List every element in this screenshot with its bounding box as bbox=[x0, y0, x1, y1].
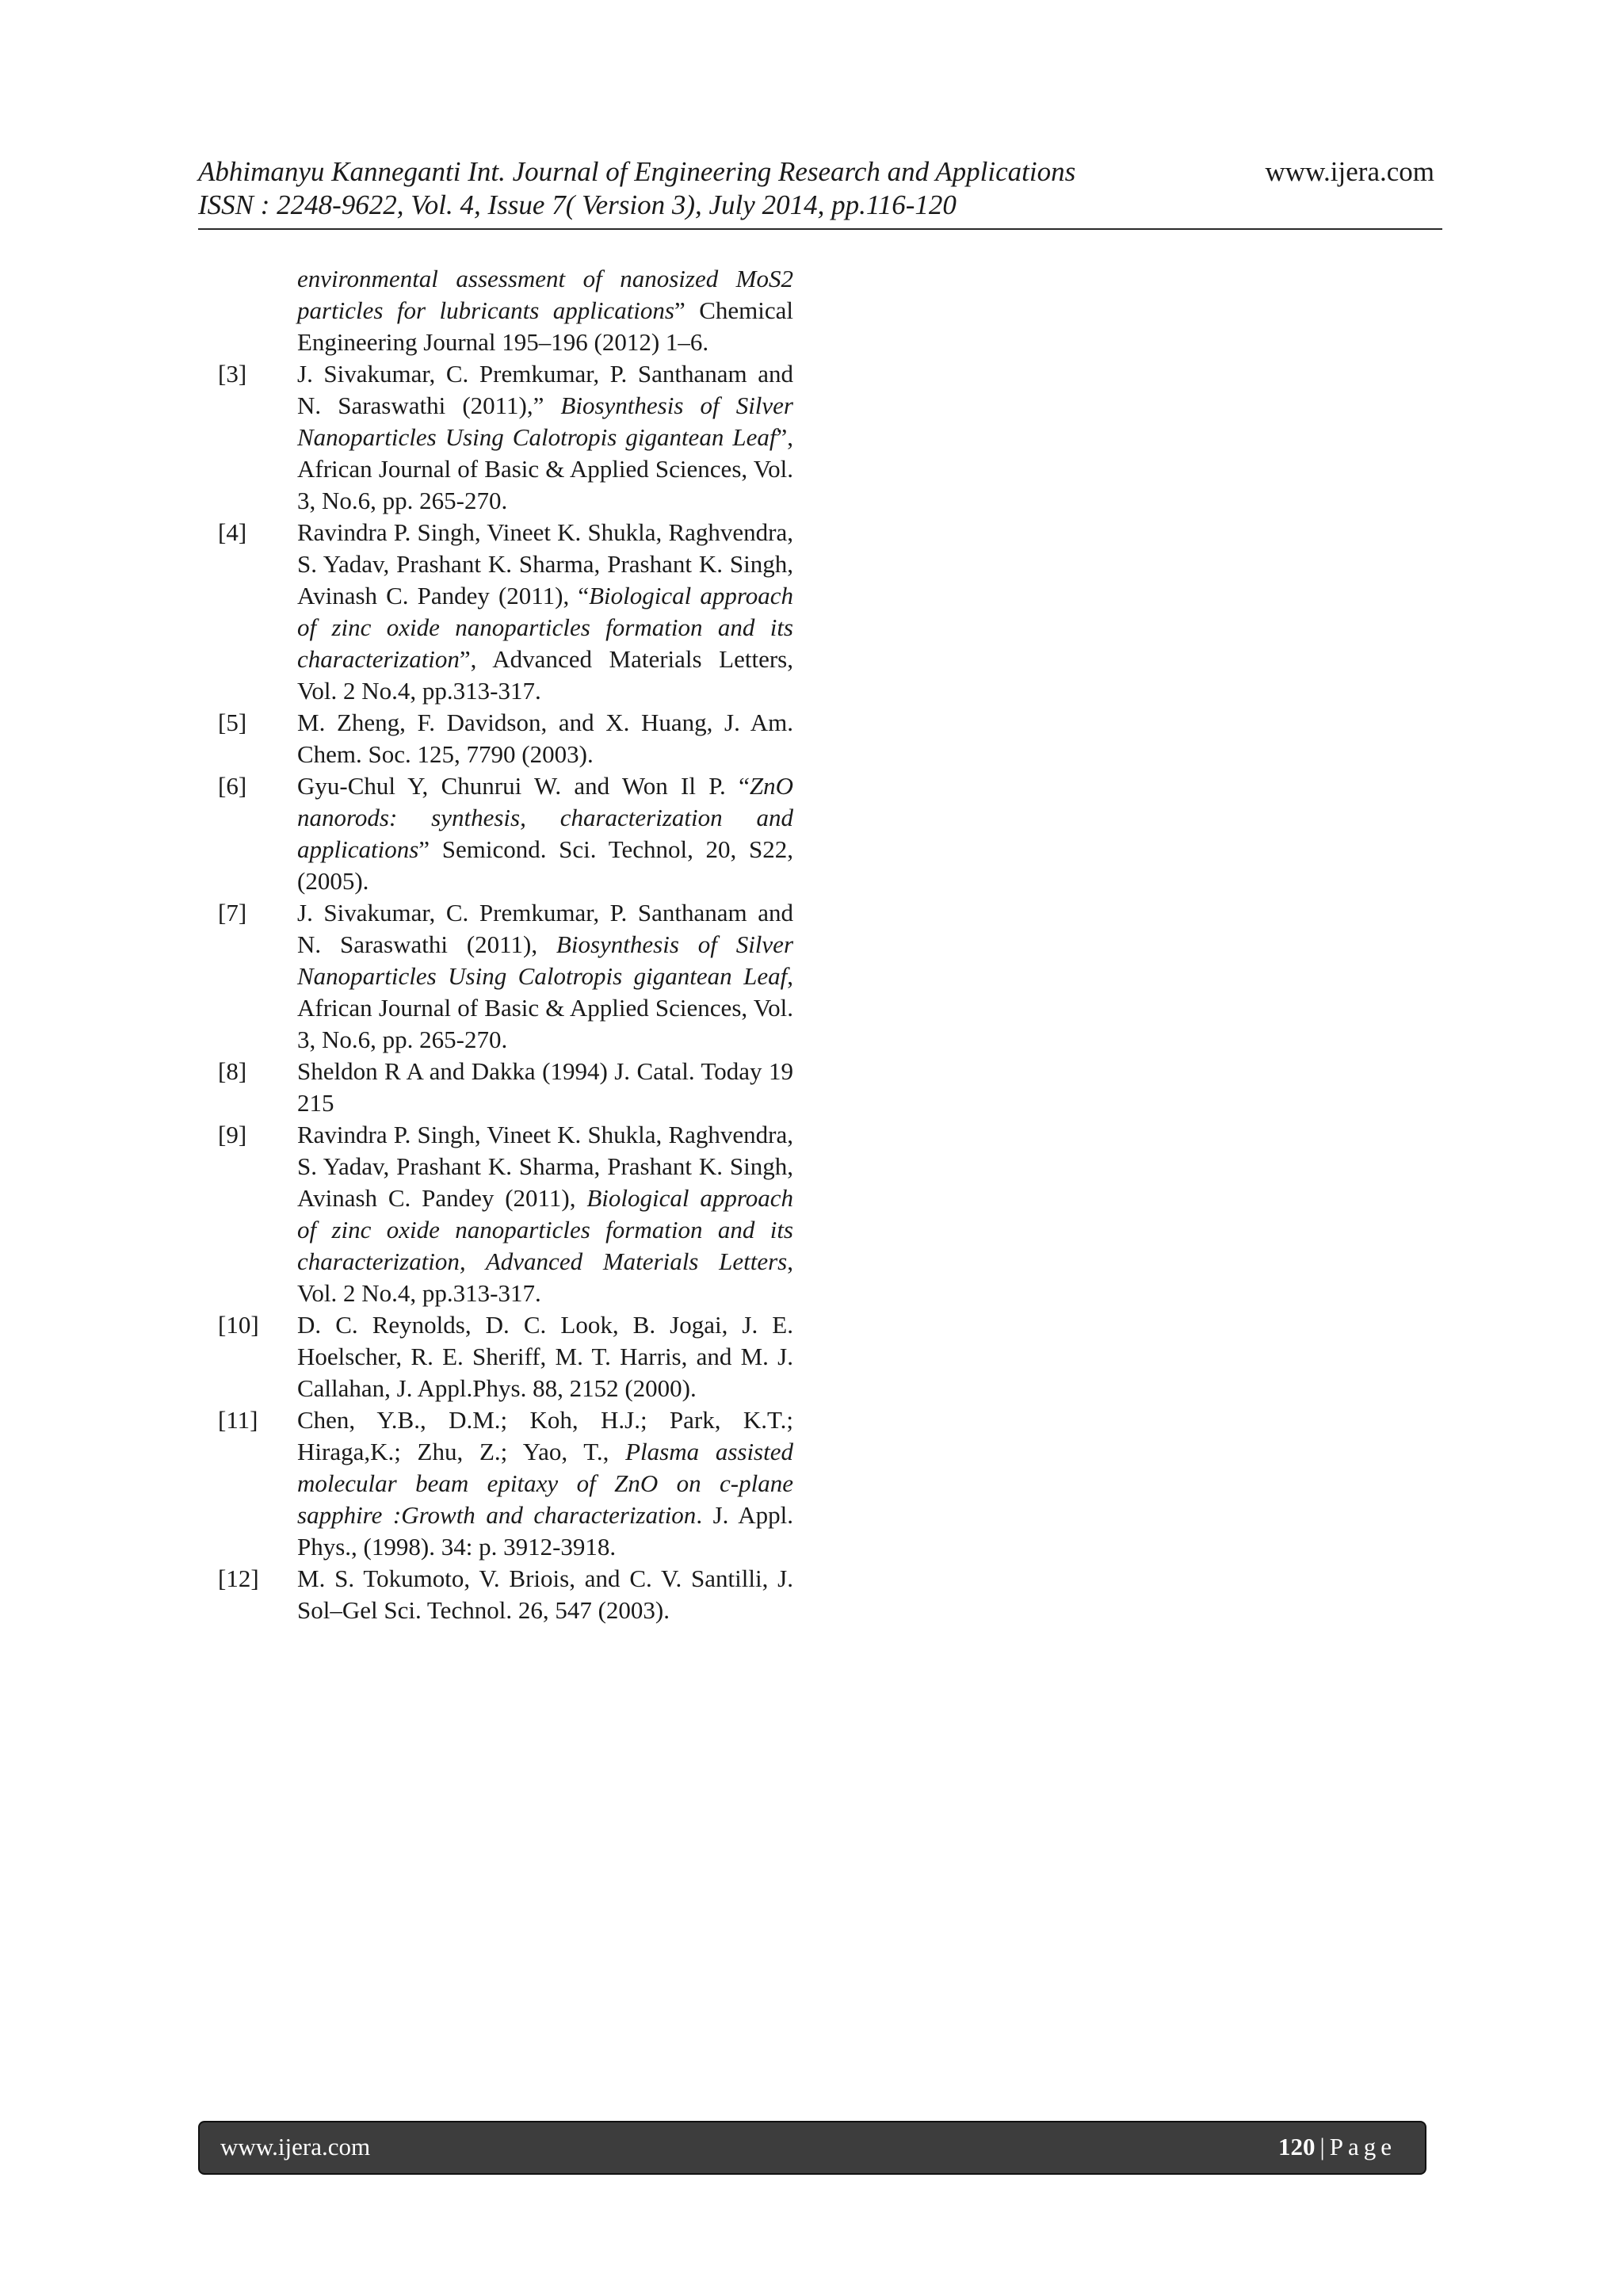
reference-source: , Vol. 2 No.4, pp.313-317. bbox=[297, 1247, 793, 1307]
reference-item bbox=[218, 1119, 793, 1309]
reference-authors: J. Sivakumar, C. Premkumar, P. Santhanam and N. Saraswathi (2011),” bbox=[297, 360, 793, 419]
reference-item bbox=[218, 707, 793, 770]
reference-number: [12] bbox=[218, 1564, 259, 1592]
reference-item bbox=[218, 358, 793, 517]
reference-item bbox=[218, 1404, 793, 1563]
page-footer bbox=[198, 2121, 1426, 2175]
reference-title: Biosynthesis of Silver Nanoparticles Using Calotropis gigantean Leaf bbox=[297, 930, 794, 990]
header-journal-url[interactable]: www.ijera.com bbox=[1265, 156, 1434, 187]
reference-text bbox=[297, 1309, 793, 1404]
reference-number: [7] bbox=[218, 899, 247, 926]
reference-number: [5] bbox=[218, 709, 247, 736]
reference-item bbox=[218, 517, 793, 707]
reference-text bbox=[297, 1563, 793, 1626]
issn-volume-line: ISSN : 2248-9622, Vol. 4, Issue 7( Version 3), July 2014, pp.116-120 bbox=[198, 189, 957, 220]
reference-title: Biological approach of zinc oxide nanoparticles formation and its characterization, Advanced Materials Letters bbox=[297, 1184, 793, 1275]
header-divider bbox=[198, 228, 1442, 230]
page-header bbox=[198, 155, 1442, 230]
reference-source: , African Journal of Basic & Applied Sciences, Vol. 3, No.6, pp. 265-270. bbox=[297, 962, 793, 1053]
page-indicator bbox=[1278, 2133, 1396, 2161]
reference-title: Biosynthesis of Silver Nanoparticles Using Calotropis gigantean Leaf bbox=[297, 392, 793, 451]
reference-text bbox=[297, 358, 793, 517]
reference-authors: Ravindra P. Singh, Vineet K. Shukla, Raghvendra, S. Yadav, Prashant K. Sharma, Prashant K. Singh, Avinash C. Pandey (2011), “ bbox=[297, 518, 793, 609]
reference-number: [6] bbox=[218, 772, 247, 800]
reference-source: ”, African Journal of Basic & Applied Sciences, Vol. 3, No.6, pp. 265-270. bbox=[297, 423, 793, 514]
reference-item bbox=[218, 1056, 793, 1119]
reference-authors: D. C. Reynolds, D. C. Look, B. Jogai, J. E. Hoelscher, R. E. Sheriff, M. T. Harris, and M. J. Callahan, J. Appl.Phys. 88, 2152 (2000). bbox=[297, 1311, 793, 1402]
reference-title: Plasma assisted molecular beam epitaxy of ZnO on c-plane sapphire :Growth and characterization bbox=[297, 1438, 793, 1529]
reference-title: environmental assessment of nanosized MoS2 particles for lubricants applications bbox=[297, 265, 793, 324]
reference-authors: Chen, Y.B., D.M.; Koh, H.J.; Park, K.T.; Hiraga,K.; Zhu, Z.; Yao, T., bbox=[297, 1406, 793, 1465]
page-separator: | bbox=[1319, 2133, 1325, 2160]
reference-source: Chemical Engineering Journal 195–196 (2012) 1–6. bbox=[297, 296, 793, 356]
reference-text bbox=[297, 1119, 793, 1309]
reference-authors: Sheldon R A and Dakka (1994) J. Catal. Today 19 215 bbox=[297, 1057, 793, 1117]
reference-text bbox=[297, 897, 793, 1056]
reference-text bbox=[297, 1404, 793, 1563]
reference-list bbox=[218, 263, 793, 1626]
reference-number: [3] bbox=[218, 360, 247, 388]
journal-citation-line: Abhimanyu Kanneganti Int. Journal of Engineering Research and Applications bbox=[198, 156, 1076, 187]
reference-number: [10] bbox=[218, 1311, 259, 1339]
page-label: Page bbox=[1329, 2133, 1396, 2160]
reference-number: [4] bbox=[218, 518, 247, 546]
reference-source: . J. Appl. Phys., (1998). 34: p. 3912-3918. bbox=[297, 1501, 793, 1561]
reference-item bbox=[218, 770, 793, 897]
reference-number: [8] bbox=[218, 1057, 247, 1085]
reference-authors: Ravindra P. Singh, Vineet K. Shukla, Raghvendra, S. Yadav, Prashant K. Sharma, Prashant K. Singh, Avinash C. Pandey (2011), bbox=[297, 1121, 793, 1212]
reference-authors: M. Zheng, F. Davidson, and X. Huang, J. Am. Chem. Soc. 125, 7790 (2003). bbox=[297, 709, 793, 768]
reference-authors: Gyu-Chul Y, Chunrui W. and Won Il P. “ bbox=[297, 772, 750, 800]
reference-text bbox=[297, 770, 793, 897]
reference-item bbox=[218, 897, 793, 1056]
reference-source: ”, Advanced Materials Letters, Vol. 2 No.4, pp.313-317. bbox=[297, 645, 793, 705]
reference-item bbox=[218, 1563, 793, 1626]
reference-number: [9] bbox=[218, 1121, 247, 1148]
reference-quote: ” bbox=[674, 296, 685, 324]
reference-number: [11] bbox=[218, 1406, 258, 1434]
reference-source: ” Semicond. Sci. Technol, 20, S22, (2005). bbox=[297, 835, 793, 895]
reference-title: Biological approach of zinc oxide nanoparticles formation and its characterization bbox=[297, 582, 793, 673]
reference-authors: M. S. Tokumoto, V. Briois, and C. V. Santilli, J. Sol–Gel Sci. Technol. 26, 547 (2003). bbox=[297, 1564, 793, 1624]
reference-title: ZnO nanorods: synthesis, characterization and applications bbox=[297, 772, 793, 863]
reference-item bbox=[218, 1309, 793, 1404]
footer-journal-url[interactable]: www.ijera.com bbox=[220, 2133, 371, 2160]
reference-continuation bbox=[218, 263, 793, 358]
reference-text bbox=[297, 1056, 793, 1119]
reference-text bbox=[297, 707, 793, 770]
page-number: 120 bbox=[1278, 2133, 1316, 2160]
reference-authors: J. Sivakumar, C. Premkumar, P. Santhanam and N. Saraswathi (2011), bbox=[297, 899, 793, 958]
reference-text bbox=[297, 517, 793, 707]
